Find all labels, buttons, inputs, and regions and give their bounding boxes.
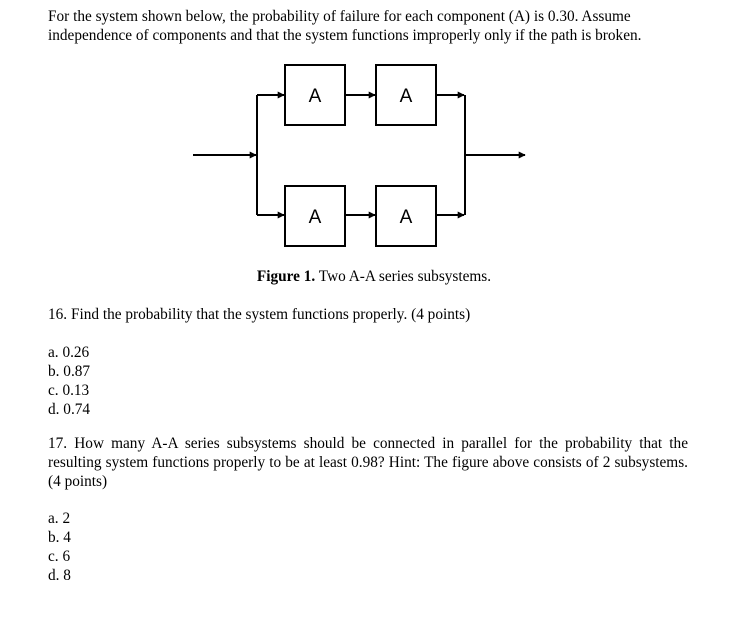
- component-label-bottom-right: A: [399, 207, 413, 228]
- problem-intro: For the system shown below, the probability of failure for each component (A) is 0.30. Assume independence of components and that the system functions improperly only if the path is broken.: [48, 8, 642, 44]
- component-label-top-left: A: [308, 86, 322, 107]
- component-label-top-right: A: [399, 86, 413, 107]
- q16-option-c: c. 0.13: [48, 382, 90, 399]
- q17-option-d: d. 8: [48, 567, 71, 584]
- question-17-options: [48, 509, 71, 585]
- q17-option-b: b. 4: [48, 529, 71, 546]
- question-16-options: [48, 343, 90, 419]
- figure-caption: [0, 268, 748, 286]
- figure-caption-text: Two A-A series subsystems.: [315, 268, 492, 285]
- figure-caption-label: Figure 1.: [256, 268, 316, 285]
- question-16: 16. Find the probability that the system functions properly. (4 points): [48, 306, 471, 323]
- question-17: 17. How many A-A series subsystems should be connected in parallel for the probability that the resulting system functions properly to be at least 0.98? Hint: The figure above consists of 2 subsystems. (4 points): [48, 435, 688, 490]
- q17-option-c: c. 6: [48, 548, 71, 565]
- q16-option-d: d. 0.74: [48, 401, 91, 418]
- component-label-bottom-left: A: [308, 207, 322, 228]
- q16-option-b: b. 0.87: [48, 363, 91, 380]
- q16-option-a: a. 0.26: [48, 344, 90, 361]
- q17-option-a: a. 2: [48, 510, 71, 527]
- system-diagram: [0, 0, 748, 260]
